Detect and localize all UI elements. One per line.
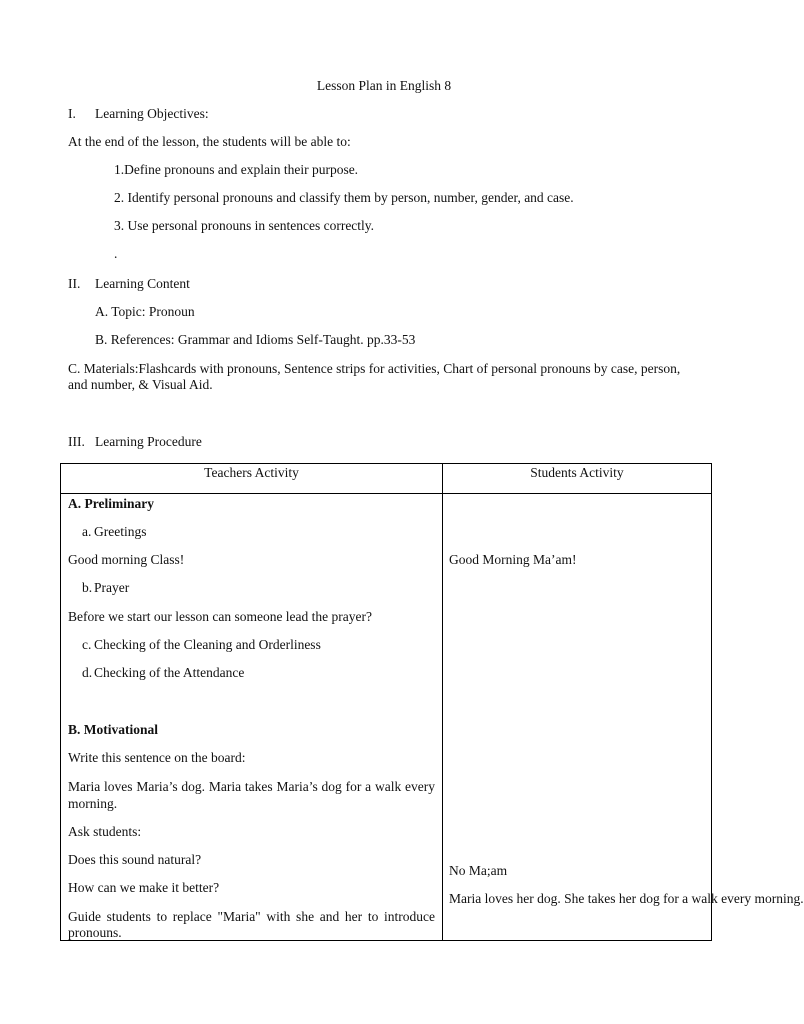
question-better: How can we make it better?	[68, 880, 220, 895]
objectives-intro: At the end of the lesson, the students will be able to:	[68, 134, 351, 149]
motivational-heading: B. Motivational	[68, 722, 158, 737]
header-teachers-activity: Teachers Activity	[61, 464, 443, 494]
procedure-table	[60, 463, 804, 941]
section-2-numeral: II.	[68, 276, 81, 291]
section-2-heading: Learning Content	[95, 276, 190, 291]
table-header-row	[61, 464, 712, 494]
page-title: Lesson Plan in English 8	[316, 78, 452, 93]
header-students-activity: Students Activity	[443, 464, 712, 494]
question-natural: Does this sound natural?	[68, 852, 202, 867]
content-references: B. References: Grammar and Idioms Self-Taught. pp.33-53	[95, 332, 416, 347]
greetings-label: Greetings	[94, 524, 147, 539]
student-rewrite: Maria loves her dog. She takes her dog for a walk every morning.	[449, 891, 804, 906]
attendance-marker: d.	[82, 665, 93, 680]
guide-instruction: Guide students to replace "Maria" with she and her to introduce pronouns.	[68, 909, 435, 940]
preliminary-heading: A. Preliminary	[68, 496, 154, 511]
content-materials: C. Materials:Flashcards with pronouns, Sentence strips for activities, Chart of personal pronouns by case, person, and number, & Visual Aid.	[68, 361, 681, 392]
ask-students: Ask students:	[68, 824, 142, 839]
content-topic: A. Topic: Pronoun	[95, 304, 195, 319]
student-greeting-reply: Good Morning Ma’am!	[449, 552, 577, 567]
section-1-numeral: I.	[68, 106, 76, 121]
teacher-greeting: Good morning Class!	[68, 552, 185, 567]
student-answer-no: No Ma;am	[449, 863, 508, 878]
cleaning-label: Checking of the Cleaning and Orderliness	[94, 637, 321, 652]
cleaning-marker: c.	[82, 637, 92, 652]
section-3-heading: Learning Procedure	[95, 434, 202, 449]
objective-2: 2. Identify personal pronouns and classify them by person, number, gender, and case.	[114, 190, 574, 205]
prayer-marker: b.	[82, 580, 93, 595]
greetings-marker: a.	[82, 524, 92, 539]
prayer-label: Prayer	[94, 580, 130, 595]
teachers-activity-cell	[61, 494, 443, 941]
students-activity-cell	[443, 494, 804, 941]
prayer-text: Before we start our lesson can someone lead the prayer?	[68, 609, 373, 624]
section-3-numeral: III.	[68, 434, 85, 449]
board-instruction: Write this sentence on the board:	[68, 750, 246, 765]
table-row	[61, 494, 712, 941]
attendance-label: Checking of the Attendance	[94, 665, 245, 680]
objective-4: .	[114, 246, 118, 261]
objective-3: 3. Use personal pronouns in sentences correctly.	[114, 218, 375, 233]
objective-1: 1.Define pronouns and explain their purpose.	[114, 162, 359, 177]
section-1-heading: Learning Objectives:	[95, 106, 209, 121]
board-sentence: Maria loves Maria’s dog. Maria takes Maria’s dog for a walk every morning.	[68, 779, 435, 811]
